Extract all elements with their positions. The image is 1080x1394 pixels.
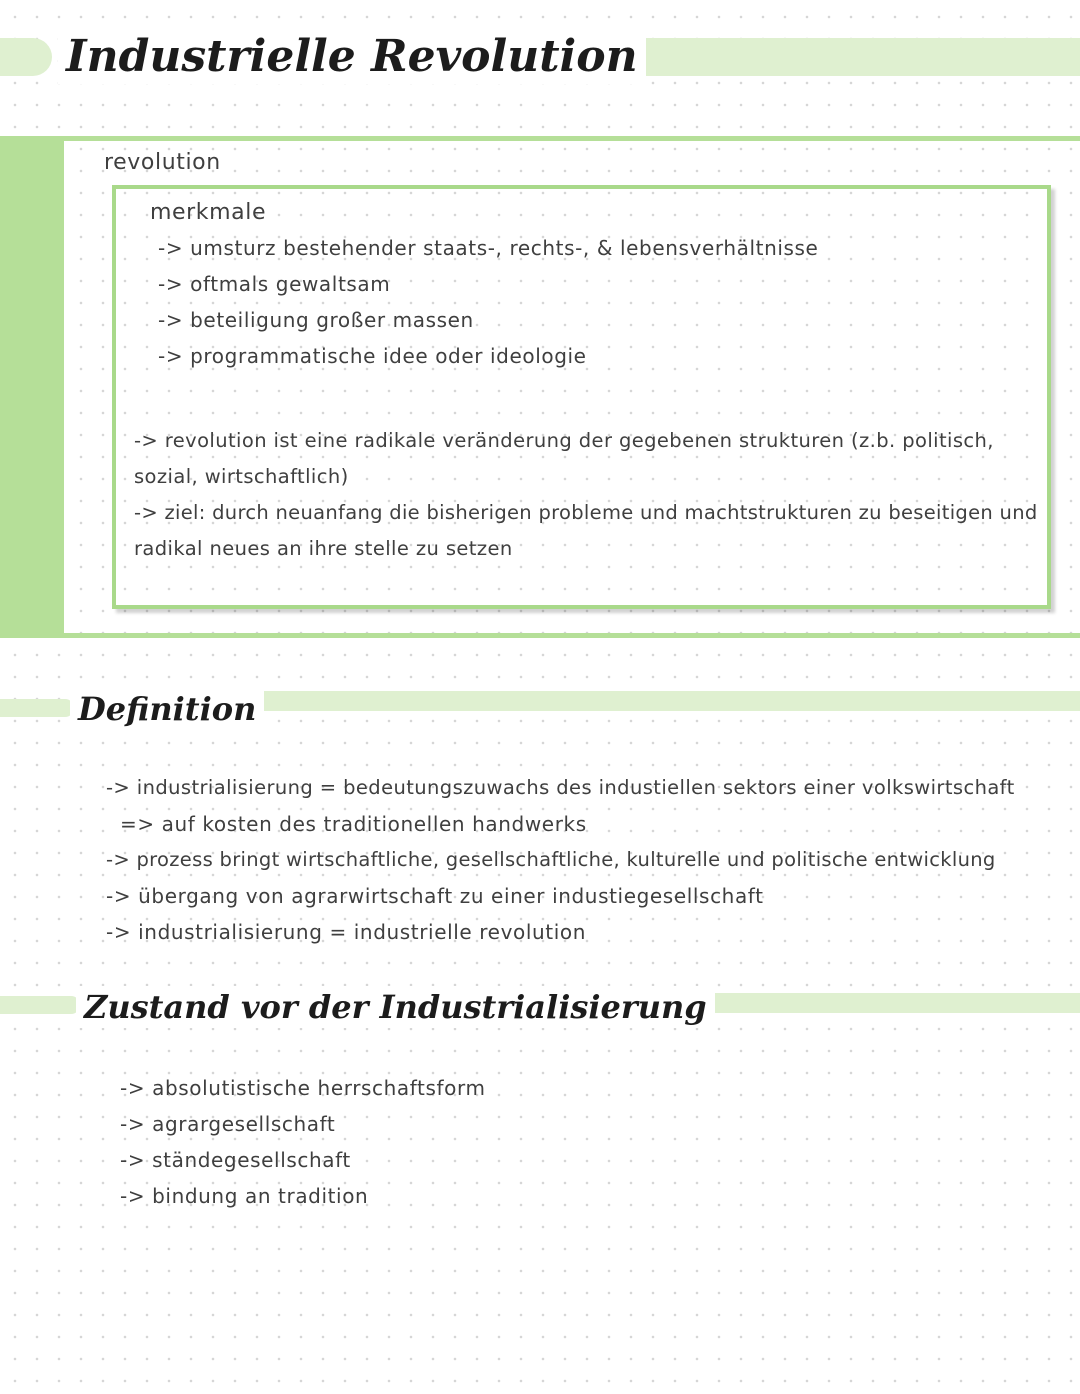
revolution-note: -> revolution ist eine radikale veränderung der gegebenen strukturen (z.b. politisch, [134,429,994,452]
definition-highlight-right [244,691,1080,711]
zustand-item: -> agrargesellschaft [120,1112,336,1136]
definition-item: -> industrialisierung = bedeutungszuwachs des industiellen sektors einer volkswirtschaft [106,776,1015,799]
revolution-note: sozial, wirtschaftlich) [134,465,349,488]
zustand-item: -> absolutistische herrschaftsform [120,1076,486,1100]
definition-item: -> übergang von agrarwirtschaft zu einer industiegesellschaft [106,884,764,908]
revolution-note: -> ziel: durch neuanfang die bisherigen probleme und machtstrukturen zu beseitigen und [134,501,1038,524]
zustand-item: -> ständegesellschaft [120,1148,351,1172]
merkmal-item: -> umsturz bestehender staats-, rechts-, & lebensverhältnisse [158,236,819,260]
section-band-top-line [0,136,1080,141]
revolution-note: radikal neues an ihre stelle zu setzen [134,537,513,560]
merkmale-heading: merkmale [150,200,267,225]
revolution-label: revolution [104,150,221,175]
zustand-highlight-left [0,996,80,1014]
definition-item: => auf kosten des traditionellen handwerks [120,812,587,836]
definition-item: -> industrialisierung = industrielle revolution [106,920,586,944]
zustand-item: -> bindung an tradition [120,1184,369,1208]
section-band-side [0,136,64,638]
merkmal-item: -> programmatische idee oder ideologie [158,344,587,368]
page-title: Industrielle Revolution [58,30,646,84]
title-highlight-left [0,38,52,76]
definition-heading: Definition [70,688,264,730]
definition-item: -> prozess bringt wirtschaftliche, gesellschaftliche, kulturelle und politische entwicklung [106,848,996,871]
definition-highlight-left [0,699,74,717]
merkmal-item: -> beteiligung großer massen [158,308,474,332]
merkmal-item: -> oftmals gewaltsam [158,272,391,296]
section-band-bottom-line [0,633,1080,638]
zustand-heading: Zustand vor der Industrialisierung [76,986,715,1028]
